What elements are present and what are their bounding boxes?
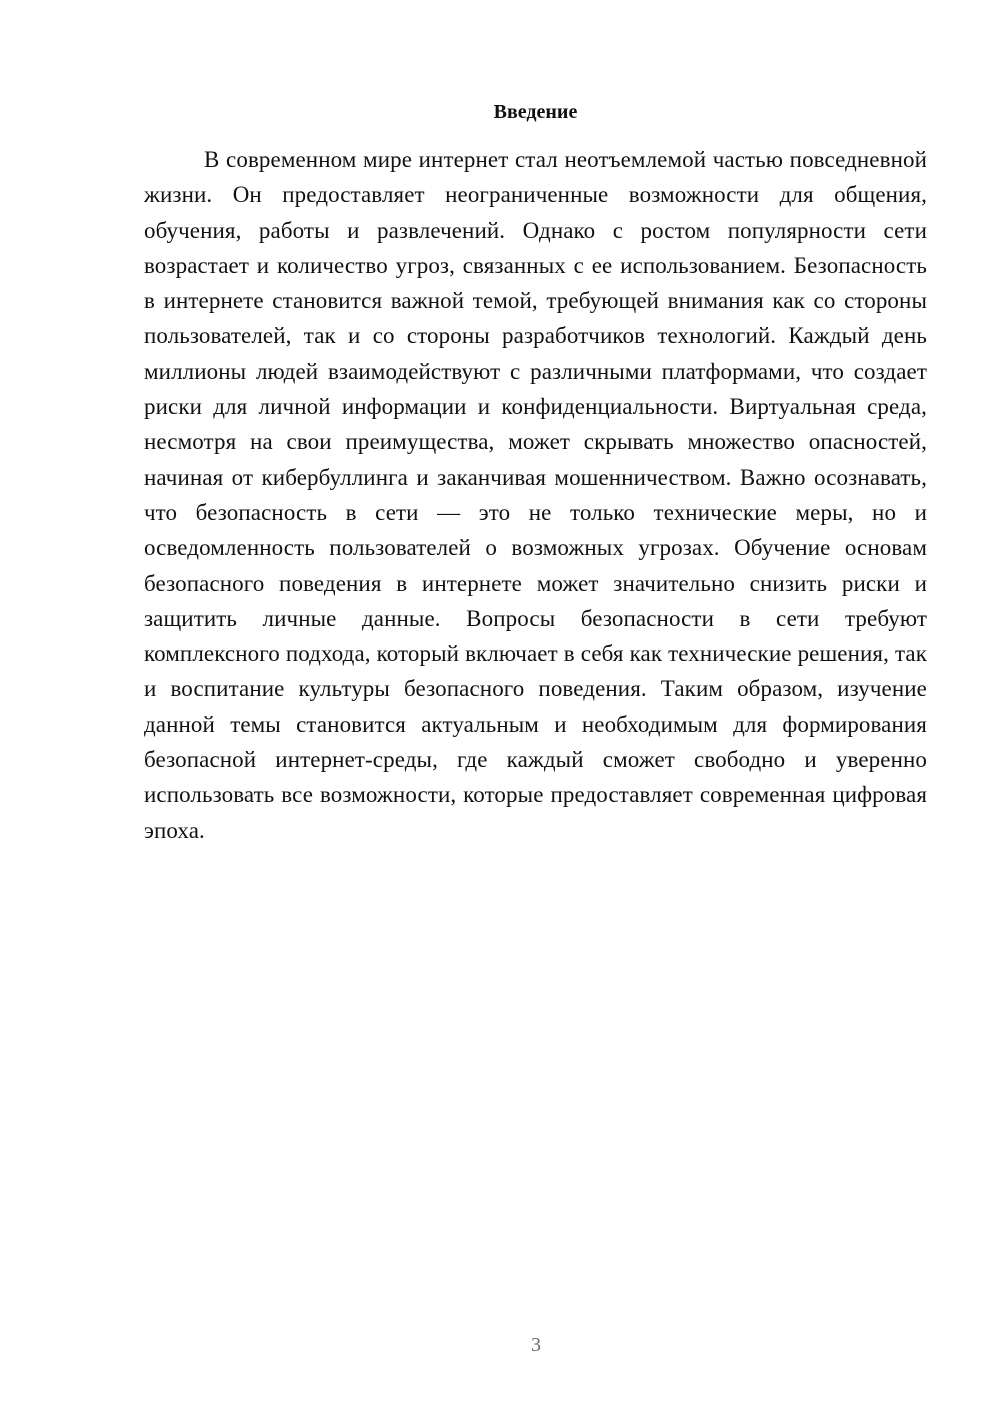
page-title: Введение bbox=[493, 101, 578, 123]
page-number: 3 bbox=[531, 1334, 541, 1356]
body-paragraph: В современном мире интернет стал неотъемлемой частью повседневной жизни. Он предоставляет неограниченные возможности для общения, обучения, работы и развлечений. Однако с ростом популярности сети возрастает и количество угроз, связанных с ее использованием. Безопасность в интернете становится важной темой, требующей внимания как со стороны пользователей, так и со стороны разработчиков технологий. Каждый день миллионы людей взаимодействуют с различными платформами, что создает риски для личной информации и конфиденциальности. Виртуальная среда, несмотря на свои преимущества, может скрывать множество опасностей, начиная от кибербуллинга и заканчивая мошенничеством. Важно осознавать, что безопасность в сети — это не только технические меры, но и осведомленность пользователей о возможных угрозах. Обучение основам безопасного поведения в интернете может значительно снизить риски и защитить личные данные. Вопросы безопасности в сети требуют комплексного подхода, который включает в себя как технические решения, так и воспитание культуры безопасного поведения. Таким образом, изучение данной темы становится актуальным и необходимым для формирования безопасной интернет-среды, где каждый сможет свободно и уверенно использовать все возможности, которые предоставляет современная цифровая эпоха. bbox=[144, 147, 927, 843]
